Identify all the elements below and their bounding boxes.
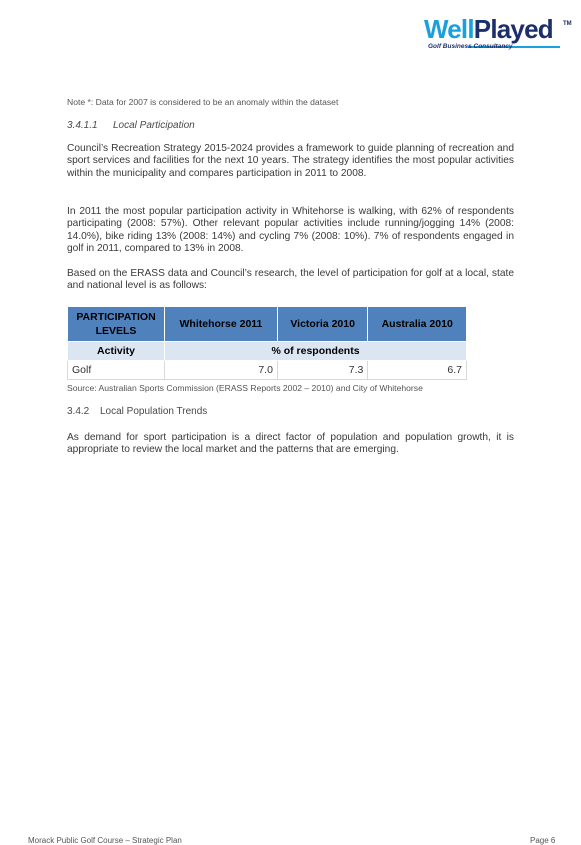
- paragraph-strategy: Council’s Recreation Strategy 2015-2024 provides a framework to guide planning of recreation and sport services and facilities for the next 10 years. The strategy identifies the most popular activities within the municipality and compares participation in 2011 to 2008.: [67, 143, 514, 179]
- header-participation-levels: PARTICIPATION LEVELS: [68, 307, 165, 342]
- logo-wordmark: WellPlayed: [424, 14, 553, 44]
- footer-document-title: Morack Public Golf Course – Strategic Plan: [28, 836, 182, 845]
- cell-activity: Golf: [68, 361, 165, 380]
- section-title: Local Population Trends: [100, 406, 208, 417]
- section-heading-population-trends: [67, 406, 514, 418]
- footer-page-number: Page 6: [530, 836, 556, 845]
- participation-table: [67, 306, 467, 380]
- wellplayed-logo: [424, 14, 574, 56]
- section-title: Local Participation: [113, 120, 195, 131]
- header-victoria: Victoria 2010: [277, 307, 367, 342]
- section-number: 3.4.2: [67, 406, 90, 417]
- data-note: Note *: Data for 2007 is considered to be an anomaly within the dataset: [67, 97, 339, 107]
- header-australia: Australia 2010: [368, 307, 467, 342]
- table-row: [68, 361, 467, 380]
- section-heading-local-participation: [67, 120, 514, 132]
- cell-australia: 6.7: [368, 361, 467, 380]
- paragraph-demand: As demand for sport participation is a direct factor of population and population growth, it is appropriate to review the local market and the patterns that are emerging.: [67, 432, 514, 456]
- subheader-activity: Activity: [68, 342, 165, 361]
- header-whitehorse: Whitehorse 2011: [165, 307, 278, 342]
- logo-subtitle: Golf Business Consultancy: [428, 43, 513, 50]
- cell-victoria: 7.3: [277, 361, 367, 380]
- cell-whitehorse: 7.0: [165, 361, 278, 380]
- table-subheader-row: [68, 342, 467, 361]
- section-number: 3.4.1.1: [67, 120, 98, 131]
- paragraph-popular-activities: In 2011 the most popular participation activity in Whitehorse is walking, with 62% of respondents participating (2008: 57%). Other relevant popular activities include running/jogging 14% (2008: 14.0%), bike riding 13% (2008: 14%) and cycling 7% (2008: 10%). 7% of respondents engaged in golf in 2011, compared to 13% in 2008.: [67, 206, 514, 255]
- subheader-metric: % of respondents: [165, 342, 467, 361]
- table-source: Source: Australian Sports Commission (ERASS Reports 2002 – 2010) and City of Whitehorse: [67, 383, 423, 393]
- paragraph-erass-intro: Based on the ERASS data and Council’s research, the level of participation for golf at a local, state and national level is as follows:: [67, 268, 514, 292]
- logo-trademark: TM: [563, 21, 572, 27]
- table-header-row: [68, 307, 467, 342]
